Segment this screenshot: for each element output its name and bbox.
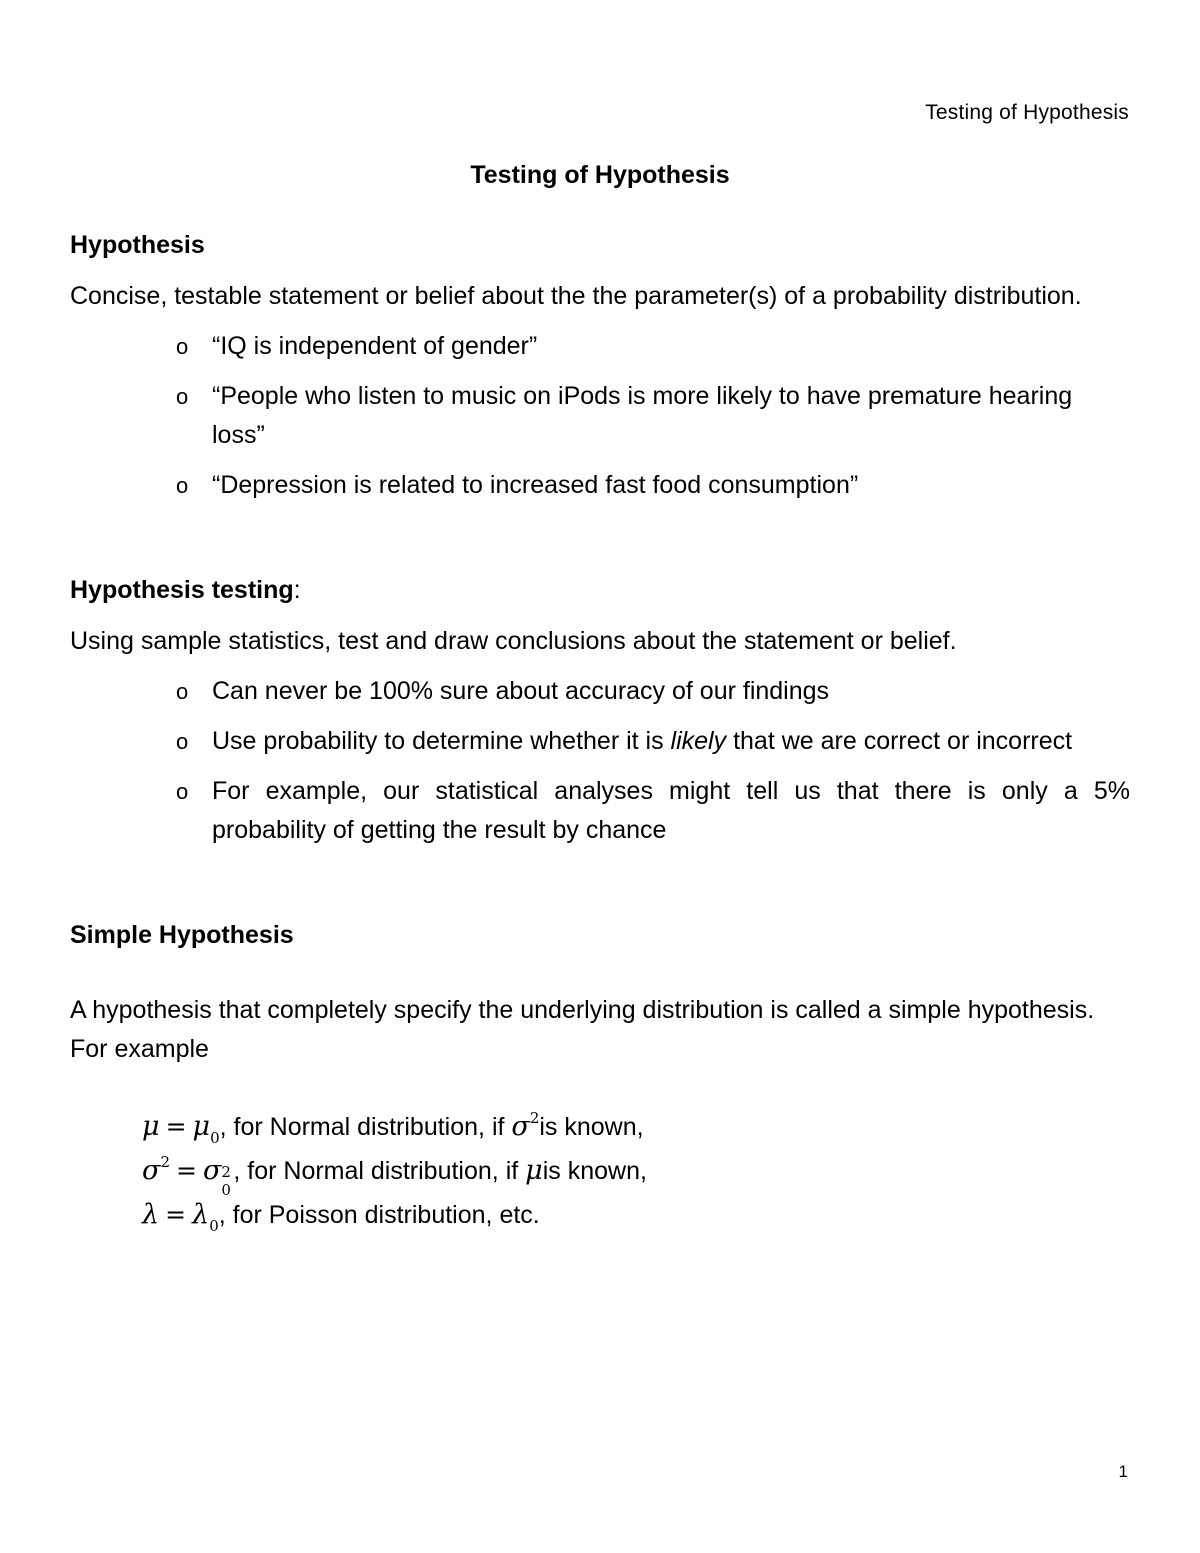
list-item <box>176 377 1130 455</box>
bullet-circle-icon: o <box>176 473 189 498</box>
formula-rhs-subscript: 0 <box>209 1217 219 1235</box>
formula-lhs-superscript: 2 <box>160 1153 170 1171</box>
point-text-after: that we are correct or incorrect <box>726 727 1073 755</box>
formula-normal-variance <box>142 1149 1130 1200</box>
formula-equals: = <box>175 1156 197 1185</box>
point-text-before: Use probability to determine whether it is <box>212 727 671 755</box>
heading-hypothesis: Hypothesis <box>70 231 205 259</box>
formula-rhs-subscript: 0 <box>210 1129 220 1147</box>
point-text-emphasis: likely <box>670 727 727 755</box>
formula-condition-symbol: μ <box>525 1155 543 1186</box>
example-text: “People who listen to music on iPods is more likely to have premature hearing loss” <box>212 382 1073 449</box>
example-text: “Depression is related to increased fast food consumption” <box>212 471 859 499</box>
formula-rhs-superscript: 2 <box>221 1163 231 1182</box>
formula-text-end: is known, <box>542 1157 647 1185</box>
list-item <box>176 327 1130 366</box>
formula-rhs: μ <box>192 1111 211 1142</box>
example-text: “IQ is independent of gender” <box>212 332 538 360</box>
heading-text: Hypothesis testing <box>70 576 294 604</box>
page-number: 1 <box>1118 1462 1128 1481</box>
formula-text-end: is known, <box>539 1113 644 1141</box>
simple-definition: A hypothesis that completely specify the underlying distribution is called a simple hypothesis. For example <box>70 996 1095 1063</box>
list-item <box>176 672 1130 711</box>
heading-simple-hypothesis: Simple Hypothesis <box>70 921 294 949</box>
formula-poisson <box>142 1193 1130 1237</box>
testing-points-list <box>70 672 1130 850</box>
bullet-circle-icon: o <box>176 679 189 704</box>
formula-text: , for Normal distribution, if <box>219 1113 512 1141</box>
document-body <box>70 158 1130 1237</box>
bullet-circle-icon: o <box>176 729 189 754</box>
bullet-circle-icon: o <box>176 779 189 804</box>
running-header: Testing of Hypothesis <box>925 101 1129 124</box>
document-title: Testing of Hypothesis <box>470 161 730 189</box>
heading-colon: : <box>293 576 301 604</box>
formula-lhs: σ <box>142 1155 161 1186</box>
formula-normal-mean <box>142 1105 1130 1149</box>
heading-hypothesis-testing <box>70 573 1130 607</box>
formula-rhs: σ <box>202 1155 222 1186</box>
formula-text: , for Poisson distribution, etc. <box>218 1201 540 1229</box>
formula-lhs: λ <box>142 1199 160 1230</box>
formula-text: , for Normal distribution, if <box>233 1157 526 1185</box>
formula-rhs-subscript: 0 <box>221 1181 231 1200</box>
formula-equals: = <box>165 1200 187 1229</box>
formula-equals: = <box>165 1112 187 1141</box>
point-text: Can never be 100% sure about accuracy of our findings <box>212 677 830 705</box>
testing-definition: Using sample statistics, test and draw conclusions about the statement or belief. <box>70 627 957 655</box>
formula-condition-symbol: σ <box>511 1111 530 1142</box>
formula-rhs: λ <box>192 1199 210 1230</box>
bullet-circle-icon: o <box>176 334 189 359</box>
formula-lhs: μ <box>142 1111 160 1142</box>
formula-rhs-scripts <box>221 1162 233 1200</box>
list-item <box>176 466 1130 505</box>
hypothesis-examples-list <box>70 327 1130 505</box>
list-item <box>176 772 1130 850</box>
formula-block <box>70 1105 1130 1237</box>
bullet-circle-icon: o <box>176 384 189 409</box>
hypothesis-definition: Concise, testable statement or belief about the the parameter(s) of a probability distribution. <box>70 282 1082 310</box>
point-text: For example, our statistical analyses might tell us that there is only a 5% probability of getting the result by chance <box>212 777 1130 844</box>
list-item <box>176 722 1130 761</box>
formula-condition-superscript: 2 <box>529 1109 540 1127</box>
